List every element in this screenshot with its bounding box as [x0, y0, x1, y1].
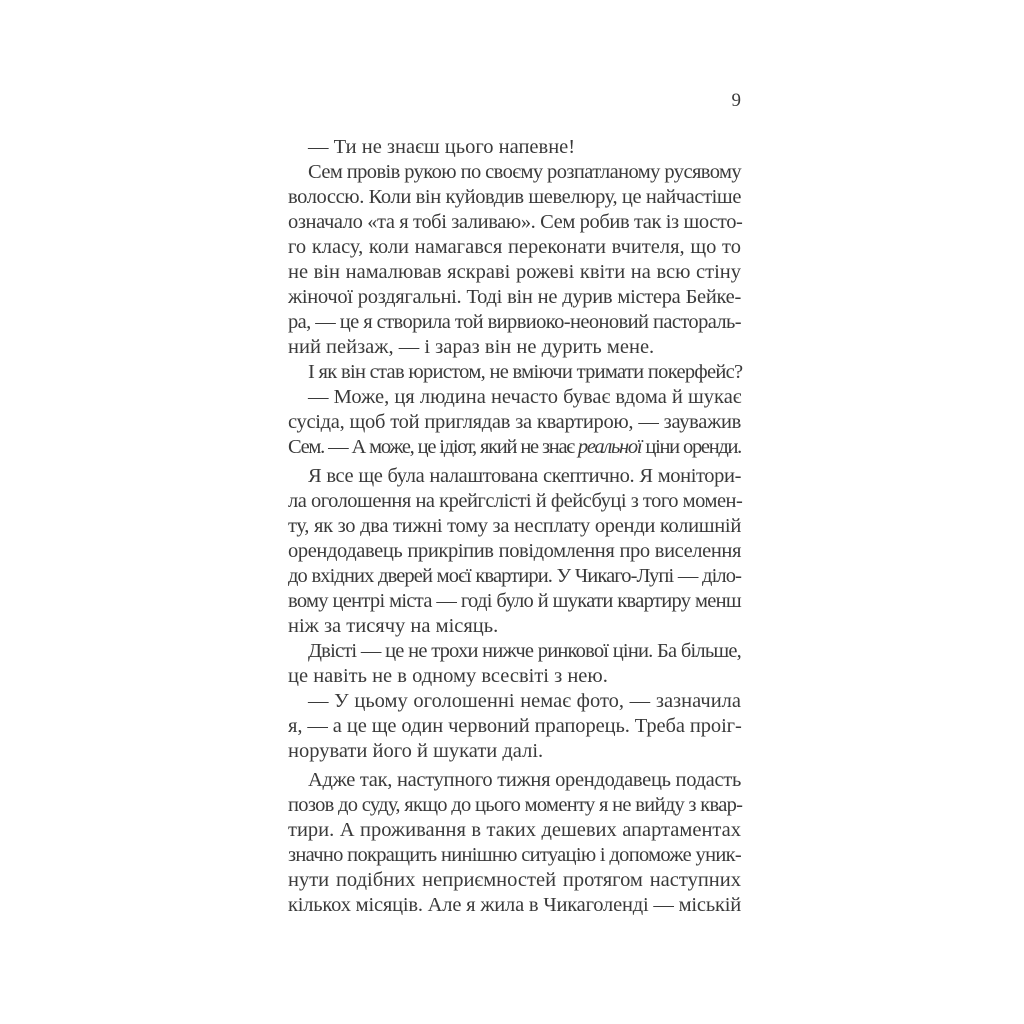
paragraph [288, 768, 741, 918]
text-line: — Може, ця людина нечасто буває вдома й шукає [308, 386, 742, 408]
paragraph [288, 639, 741, 689]
text-line: я, — а це ще один червоний прапорець. Треба проіг- [288, 715, 742, 737]
text-span: ціни оренди. [641, 436, 741, 458]
text-line: нути подібних неприємностей протягом наступних [288, 869, 741, 891]
paragraph [288, 160, 741, 360]
text-line: — У цьому оголошенні немає фото, — зазначила [308, 690, 741, 712]
text-line: до вхідних дверей моєї квартири. У Чикаго-Лупі — діло- [288, 565, 741, 587]
text-line: значно покращить нинішню ситуацію і допоможе уник- [288, 844, 741, 866]
text-line: означало «та я тобі заливаю». Сем робив так із шосто- [288, 211, 743, 233]
text-line: вому центрі міста — годі було й шукати квартиру менш [288, 590, 741, 612]
text-line: не він намалював яскраві рожеві квіти на всю стіну [288, 261, 741, 283]
text-line [288, 435, 741, 460]
text-line: ний пейзаж, — і зараз він не дурить мене. [288, 336, 655, 358]
text-line: ту, як зо два тижні тому за несплату оренди колишній [288, 515, 741, 537]
paragraph [288, 360, 741, 385]
text-line: Двісті — це не трохи нижче ринкової ціни. Ба більше, [308, 640, 741, 662]
text-line: позов до суду, якщо до цього моменту я не вийду з квар- [288, 794, 743, 816]
text-line: го класу, коли намагався переконати вчителя, що то [288, 236, 741, 258]
paragraph [288, 135, 741, 160]
text-line: ніж за тисячу на місяць. [288, 615, 499, 637]
text-line: орендодавець прикріпив повідомлення про виселення [288, 540, 741, 562]
paragraph [288, 464, 741, 639]
body-text [288, 135, 741, 918]
text-line: ра, — це я створила той вирвиоко-неоновий пастораль- [288, 311, 741, 333]
italic-word: реальної [577, 436, 642, 458]
text-line: Сем провів рукою по своєму розпатланому русявому [308, 161, 741, 183]
text-line: ла оголошення на крейгслісті й фейсбуці з того момен- [288, 490, 743, 512]
text-line: кількох місяців. Але я жила в Чикаголенді — міській [288, 894, 741, 916]
text-line: жіночої роздягальні. Тоді він не дурив містера Бейке- [288, 286, 741, 308]
text-line: Адже так, наступного тижня орендодавець подасть [308, 769, 741, 791]
text-line: І як він став юристом, не вміючи тримати покерфейс? [308, 361, 743, 383]
text-line: сусіда, щоб той приглядав за квартирою, — зауважив [288, 411, 741, 433]
page-number: 9 [731, 90, 741, 111]
text-line: — Ти не знаєш цього напевне! [308, 136, 576, 158]
text-line: волоссю. Коли він куйовдив шевелюру, це найчастіше [288, 186, 742, 208]
text-span: Сем. — А може, це ідіот, який не знає [288, 436, 578, 458]
text-line: Я все ще була налаштована скептично. Я монітори- [308, 465, 741, 487]
text-line: це навіть не в одному всесвіті з нею. [288, 665, 608, 687]
paragraph [288, 689, 741, 764]
text-line: норувати його й шукати далі. [288, 740, 544, 762]
paragraph [288, 385, 741, 460]
text-line: тири. А проживання в таких дешевих апартаментах [288, 819, 741, 841]
